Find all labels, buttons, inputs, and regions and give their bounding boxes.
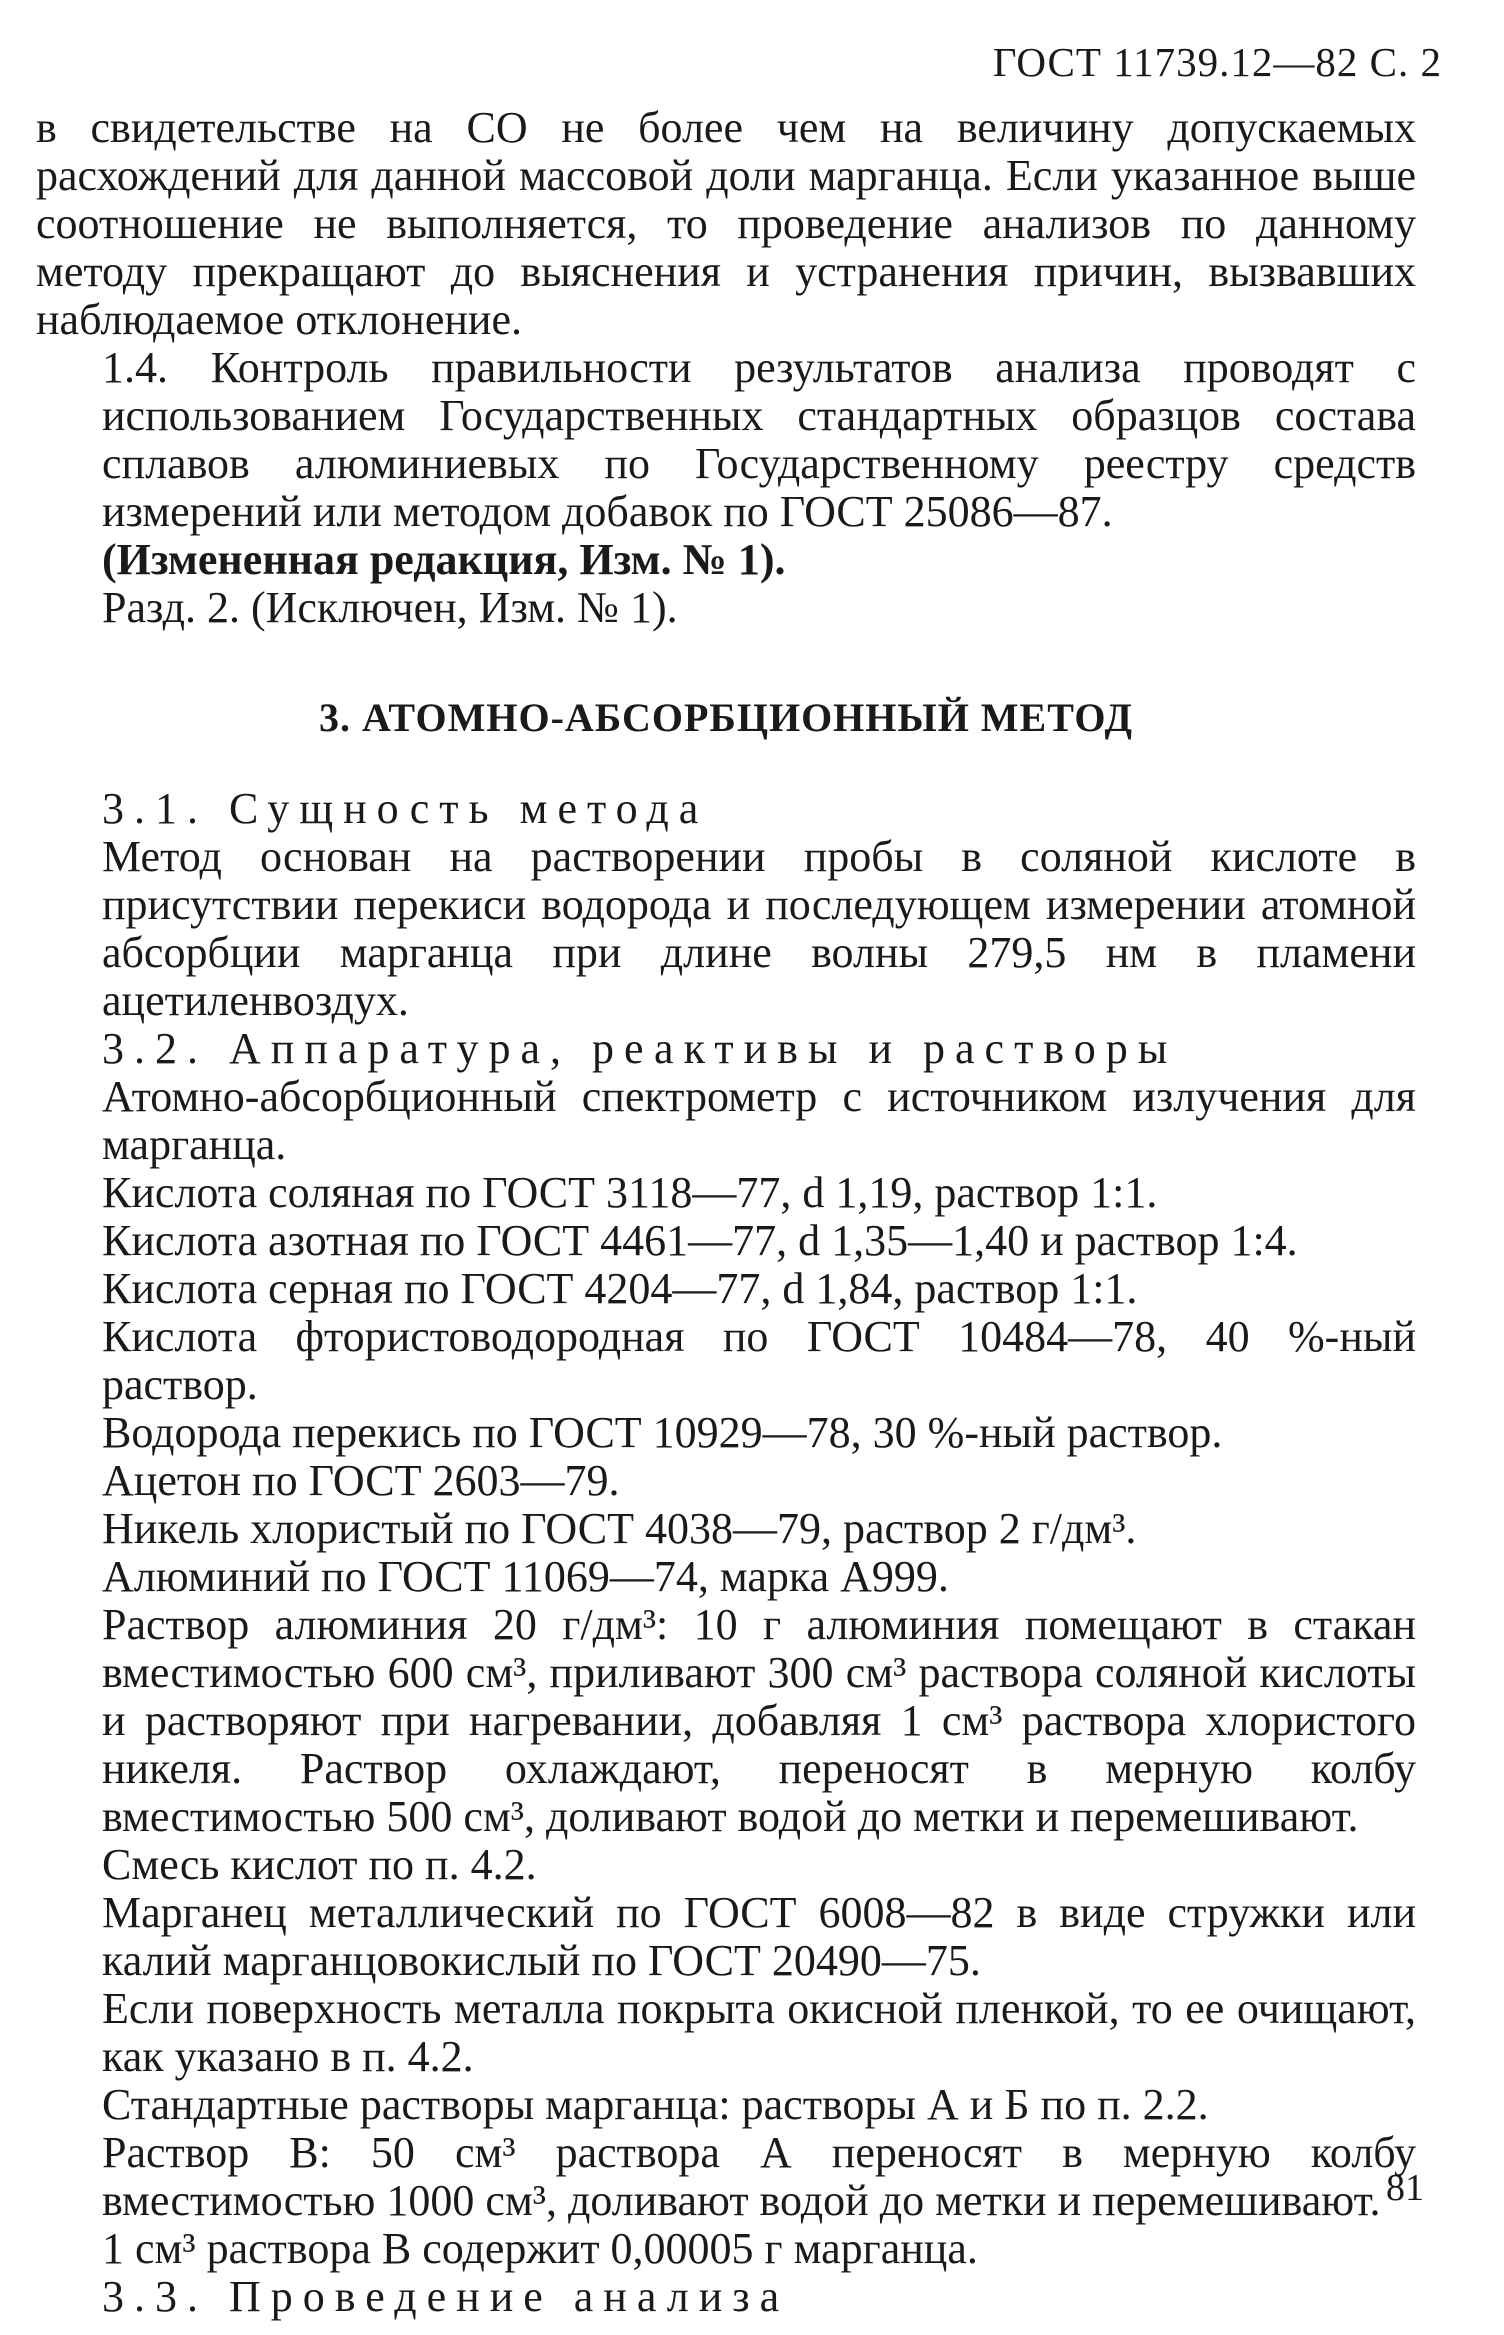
list-item: Кислота азотная по ГОСТ 4461—77, d 1,35—1,40 и раствор 1:4. <box>102 1216 1298 1265</box>
page-number: 81 <box>1386 2167 1424 2209</box>
page-header: ГОСТ 11739.12—82 С. 2 <box>992 39 1442 85</box>
list-item: Никель хлористый по ГОСТ 4038—79, раствор 2 г/дм³. <box>102 1504 1137 1553</box>
subsection-title: 3.2. Аппаратура, реактивы и растворы <box>102 1024 1178 1073</box>
paragraph-1-4: 1.4. Контроль правильности результатов анализа проводят с использованием Государственных стандартных образцов состава сплавов алюминиевых по Государственному реестру средств измерений или методом добавок по ГОСТ 25086—87. <box>102 343 1416 536</box>
list-item: Ацетон по ГОСТ 2603—79. <box>102 1456 620 1505</box>
list-item: Смесь кислот по п. 4.2. <box>102 1840 537 1889</box>
subsection-title: 3.3. Проведение анализа <box>102 2272 790 2321</box>
list-item: Атомно-абсорбционный спектрометр с источником излучения для марганца. <box>102 1072 1416 1169</box>
list-item: Раствор алюминия 20 г/дм³: 10 г алюминия помещают в стакан вместимостью 600 см³, приливают 300 см³ раствора соляной кислоты и растворяют при нагревании, добавляя 1 см³ раствора хлористого никеля. Раствор охлаждают, переносят в мерную колбу вместимостью 500 см³, доливают водой до метки и перемешивают. <box>102 1600 1416 1841</box>
list-item: Стандартные растворы марганца: растворы А и Б по п. 2.2. <box>102 2080 1209 2129</box>
document-body <box>36 104 1416 2321</box>
list-item: 1 см³ раствора В содержит 0,00005 г марганца. <box>102 2224 978 2273</box>
list-item: Алюминий по ГОСТ 11069—74, марка А999. <box>102 1552 949 1601</box>
section-heading: 3. АТОМНО-АБСОРБЦИОННЫЙ МЕТОД <box>318 695 1134 740</box>
list-item: Кислота серная по ГОСТ 4204—77, d 1,84, раствор 1:1. <box>102 1264 1138 1313</box>
section-2-note: Разд. 2. (Исключен, Изм. № 1). <box>102 583 678 632</box>
list-item: Раствор В: 50 см³ раствора А переносят в мерную колбу вместимостью 1000 см³, доливают водой до метки и перемешивают. <box>102 2128 1416 2225</box>
list-item: Кислота фтористоводородная по ГОСТ 10484—78, 40 %-ный раствор. <box>102 1312 1416 1409</box>
list-item: Если поверхность металла покрыта окисной пленкой, то ее очищают, как указано в п. 4.2. <box>102 1984 1416 2081</box>
paragraph: Метод основан на растворении пробы в соляной кислоте в присутствии перекиси водорода и последующем измерении атомной абсорбции марганца при длине волны 279,5 нм в пламени ацетиленвоздух. <box>102 832 1416 1025</box>
paragraph: в свидетельстве на СО не более чем на величину допускаемых расхождений для данной массовой доли марганца. Если указанное выше соотношение не выполняется, то проведение анализов по данному методу прекращают до выяснения и устранения причин, вызвавших наблюдаемое отклонение. <box>36 103 1416 344</box>
list-item: Кислота соляная по ГОСТ 3118—77, d 1,19, раствор 1:1. <box>102 1168 1158 1217</box>
list-item: Марганец металлический по ГОСТ 6008—82 в виде стружки или калий марганцовокислый по ГОСТ 20490—75. <box>102 1888 1416 1985</box>
amendment-note: (Измененная редакция, Изм. № 1). <box>102 535 786 584</box>
list-item: Водорода перекись по ГОСТ 10929—78, 30 %-ный раствор. <box>102 1408 1223 1457</box>
subsection-title: 3.1. Сущность метода <box>102 784 709 833</box>
